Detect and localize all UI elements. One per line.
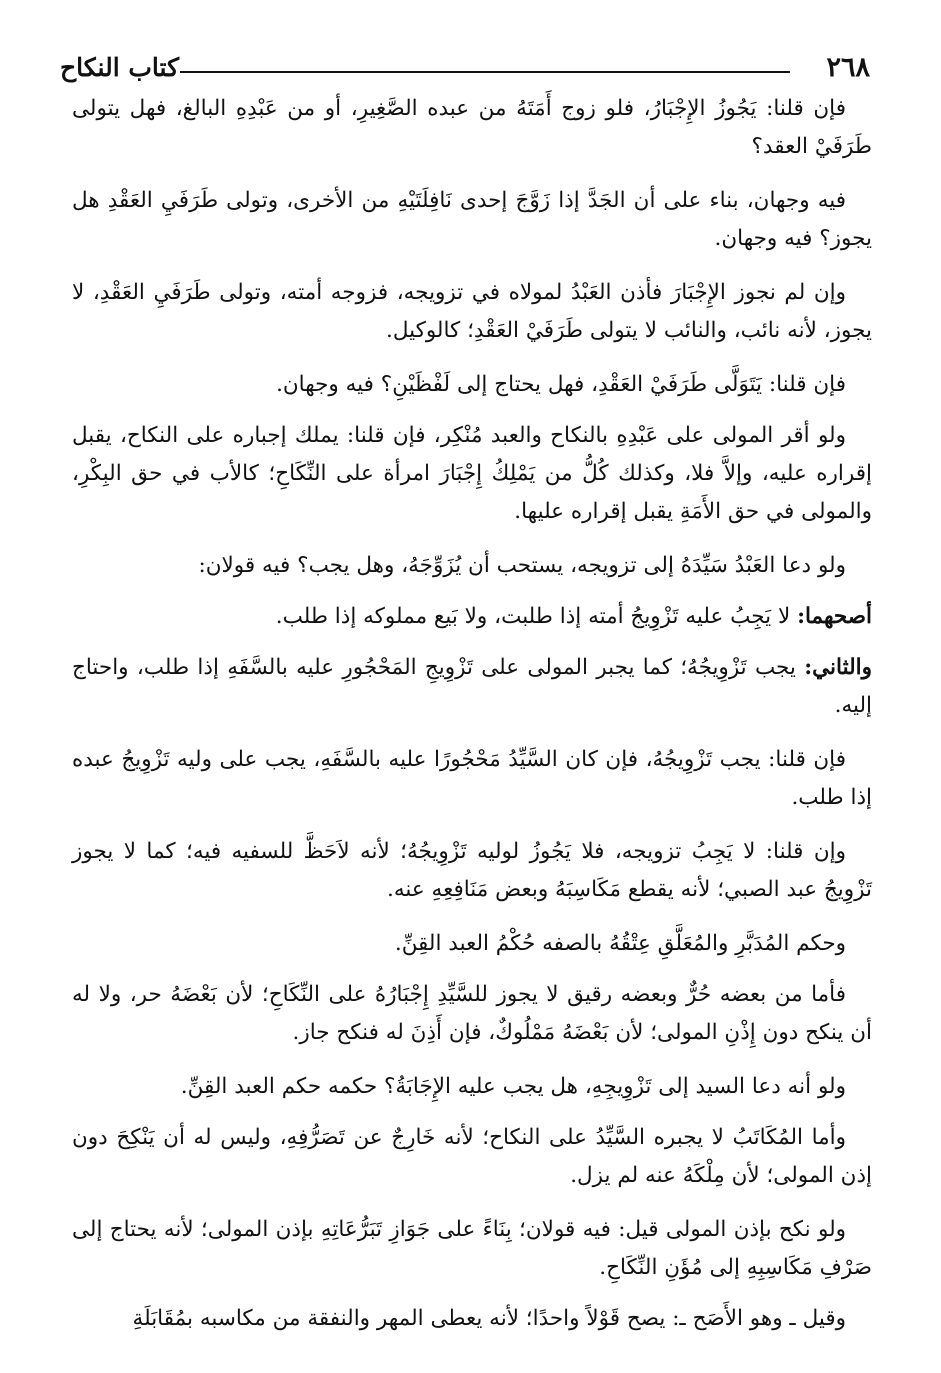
- page-body: [72, 90, 872, 1354]
- paragraph-15: ولو نكح بإذن المولى قيل: فيه قولان؛ بِنَاءً على جَوَازِ تَبَرُّعَاتِهِ بإذن المولى؛ لأنه يحتاج إلى صَرْفِ مَكَاسِبِهِ إلى مُؤَنِ النِّكَاحِ.: [72, 1217, 872, 1280]
- paragraph-5: ولو أقر المولى على عَبْدِهِ بالنكاح والعبد مُنْكِر، فإن قلنا: يملك إجباره على النكاح، يقبل إقراره عليه، وإلاَّ فلا، وكذلك كُلُّ من يَمْلِكُ إِجْبَارَ امرأة على النِّكَاحِ؛ كالأب في حق البِكْرِ، والمولى في حق الأَمَةِ يقبل إقراره عليها.: [72, 423, 872, 524]
- page-header: [60, 48, 870, 88]
- page-number: ٢٦٨: [826, 52, 870, 83]
- paragraph-12: فأما من بعضه حُرٌّ وبعضه رقيق لا يجوز للسَّيِّدِ إِجْبَارُهُ على النِّكَاحِ؛ لأن بَعْضَهُ حر، ولا له أن ينكح دون إِذْنِ المولى؛ لأن بَعْضَهُ مَمْلُوكٌ، فإن أَذِنَ له فنكح جاز.: [72, 982, 872, 1045]
- paragraph-11: وحكم المُدَبَّرِ والمُعَلَّقِ عِتْقُهُ بالصفه حُكْمُ العبد القِنِّ.: [394, 931, 846, 956]
- paragraph-16: وقيل ـ وهو الأَصَح ـ: يصح قَوْلاً واحدًا؛ لأنه يعطى المهر والنفقة من مكاسبه بمُقَابَلَةِ: [132, 1306, 846, 1331]
- paragraph-9: فإن قلنا: يجب تَزْوِيجُهُ، فإن كان السَّيِّدُ مَحْجُورًا عليه بالسَّفَهِ، يجب على وليه تَزْوِيجُ عبده إذا طلب.: [72, 747, 872, 810]
- paragraph-14: وأما المُكَاتَبُ لا يجبره السَّيِّدُ على النكاح؛ لأنه خَارِجٌ عن تَصَرُّفِهِ، وليس له أن يَنْكِحَ دون إذن المولى؛ لأن مِلْكَهُ عنه لم يزل.: [72, 1125, 872, 1188]
- paragraph-6: ولو دعا العَبْدُ سَيِّدَهُ إلى تزويجه، يستحب أن يُزَوِّجَهُ، وهل يجب؟ فيه قولان:: [198, 553, 846, 578]
- paragraph-13: ولو أنه دعا السيد إلى تَزْوِيجِهِ، هل يجب عليه الإِجَابَةُ؟ حكمه حكم العبد القِنِّ.: [180, 1074, 846, 1099]
- paragraph-4: فإن قلنا: يَتَوَلَّى طَرَفَيْ العَقْدِ، فهل يحتاج إلى لَفْظَيْنِ؟ فيه وجهان.: [276, 372, 846, 397]
- paragraph-2: فيه وجهان، بناء على أن الجَدَّ إذا زَوَّجَ إحدى نَافِلَتَيْهِ من الأخرى، وتولى طَرَفَيِ العَقْدِ هل يجوز؟ فيه وجهان.: [72, 188, 872, 251]
- paragraph-10: وإن قلنا: لا يَجِبُ تزويجه، فلا يَجُوزُ لوليه تَزْوِيجُهُ؛ لأنه لاَحَظَّ للسفيه فيه؛ كما لا يجوز تَزْوِيجُ عبد الصبي؛ لأنه يقطع مَكَاسِبَهُ وبعض مَنَافِعِهِ عنه.: [72, 839, 872, 902]
- book-title: كتاب النكاح: [60, 53, 179, 82]
- header-rule: [180, 71, 790, 73]
- paragraph-8: والثاني: يجب تَزْوِيجُهُ؛ كما يجبر المولى على تَزْوِيجِ المَحْجُورِ عليه بالسَّفَهِ إذا طلب، واحتاج إليه.: [72, 655, 872, 718]
- paragraph-7: أصحهما: لا يَجِبُ عليه تَزْوِيجُ أمته إذا طلبت، ولا بَيع مملوكه إذا طلب.: [275, 604, 872, 629]
- paragraph-1: فإن قلنا: يَجُوزُ الإِجْبَارُ، فلو زوج أَمَتَهُ من عبده الصَّغِيرِ، أو من عَبْدِهِ البالغ، فهل يتولى طَرَفَيْ العقد؟: [72, 96, 872, 159]
- paragraph-3: وإن لم نجوز الإِجْبَارَ فأذن العَبْدُ لمولاه في تزويجه، فزوجه أمته، وتولى طَرَفَيِ العَقْدِ، لا يجوز، لأنه نائب، والنائب لا يتولى طَرَفَيْ العَقْدِ؛ كالوكيل.: [72, 280, 872, 343]
